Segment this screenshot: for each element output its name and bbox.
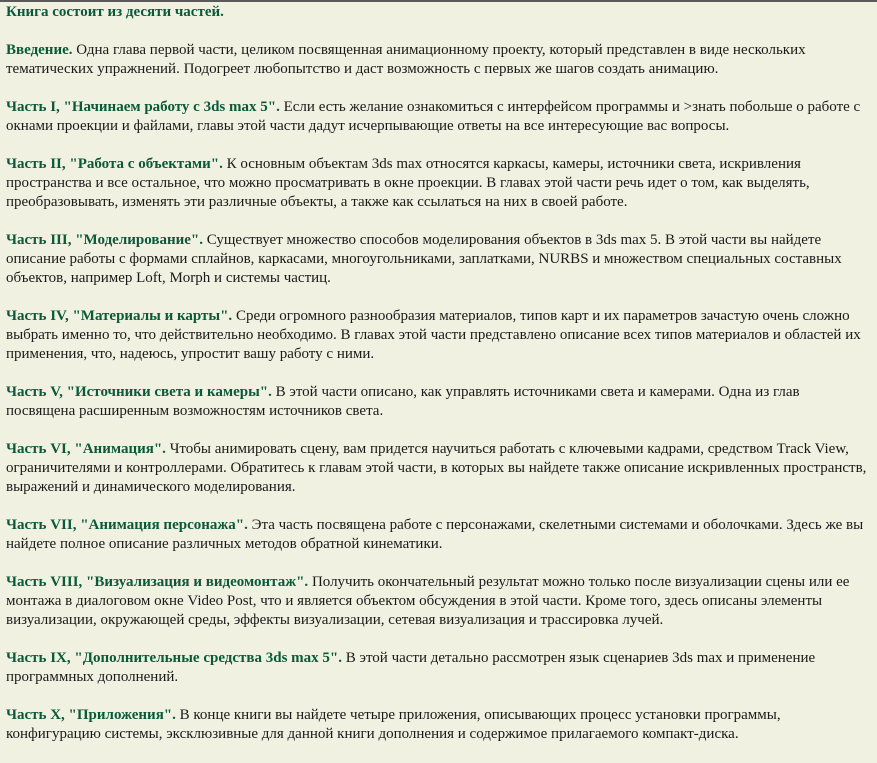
section-introduction: [6, 41, 872, 79]
section-title: Часть X, "Приложения".: [6, 707, 176, 723]
section-text: В конце книги вы найдете четыре приложения, описывающих процесс установки программы, конфигурацию системы, эксклюзивные для данной книги дополнения и содержимое прилагаемого компакт-диска.: [6, 707, 781, 742]
section-part-6: [6, 440, 872, 497]
section-title: Введение.: [6, 42, 73, 58]
section-part-5: [6, 383, 872, 421]
section-part-3: [6, 231, 872, 288]
section-text: Одна глава первой части, целиком посвященная анимационному проекту, который представлен в виде нескольких тематических упражнений. Подогреет любопытство и даст возможность с первых же шагов создать анимацию.: [6, 42, 806, 77]
section-text: Чтобы анимировать сцену, вам придется научиться работать с ключевыми кадрами, средством Track View, ограничителями и контроллерами. Обратитесь к главам этой части, в которых вы найдете также описание искривленных пространств, выражений и динамического моделирования.: [6, 441, 867, 495]
section-part-4: [6, 307, 872, 364]
section-part-2: [6, 155, 872, 212]
section-text: К основным объектам 3ds max относятся каркасы, камеры, источники света, искривления пространства и все остальное, что можно просматривать в окне проекции. В главах этой части речь идет о том, как выделять, преобразовывать, изменять эти различные объекты, а также как ссылаться на них в своей работе.: [6, 156, 810, 210]
page-heading: Книга состоит из десяти частей.: [6, 4, 224, 20]
section-title: Часть II, "Работа с объектами".: [6, 156, 223, 172]
section-title: Часть I, "Начинаем работу с 3ds max 5".: [6, 99, 280, 115]
section-text: В этой части описано, как управлять источниками света и камерами. Одна из глав посвящена расширенным возможностям источников света.: [6, 384, 800, 419]
section-part-7: [6, 516, 872, 554]
section-text: Среди огромного разнообразия материалов, типов карт и их параметров зачастую очень сложно выбрать именно то, что действительно необходимо. В главах этой части представлено описание всех типов материалов и областей их применения, что, надеюсь, упростит вашу работу с ними.: [6, 308, 861, 362]
section-title: Часть IX, "Дополнительные средства 3ds max 5".: [6, 650, 342, 666]
section-text: Получить окончательный результат можно только после визуализации сцены или ее монтажа в диалоговом окне Video Post, что и является объектом обсуждения в этой части. Кроме того, здесь описаны элементы визуализации, окружающей среды, эффекты визуализации, сетевая визуализация и трассировка лучей.: [6, 574, 850, 628]
section-title: Часть VII, "Анимация персонажа".: [6, 517, 248, 533]
section-title: Часть VI, "Анимация".: [6, 441, 166, 457]
section-text: Эта часть посвящена работе с персонажами, скелетными системами и оболочками. Здесь же вы найдете полное описание различных методов обратной кинематики.: [6, 517, 864, 552]
section-text: Если есть желание ознакомиться с интерфейсом программы и >знать побольше о работе с окнами проекции и файлами, главы этой части дадут исчерпывающие ответы на все интересующие вас вопросы.: [6, 99, 861, 134]
section-text: В этой части детально рассмотрен язык сценариев 3ds max и применение программных дополнений.: [6, 650, 816, 685]
section-title: Часть IV, "Материалы и карты".: [6, 308, 233, 324]
section-title: Часть VIII, "Визуализация и видеомонтаж".: [6, 574, 309, 590]
section-part-10: [6, 706, 872, 744]
section-part-1: [6, 98, 872, 136]
section-part-8: [6, 573, 872, 630]
section-text: Существует множество способов моделирования объектов в 3ds max 5. В этой части вы найдете описание работы с формами сплайнов, каркасами, многоугольниками, заплатками, NURBS и множеством специальных составных объектов, например Loft, Morph и системы частиц.: [6, 232, 842, 286]
book-structure-content: [6, 3, 872, 763]
section-title: Часть III, "Моделирование".: [6, 232, 203, 248]
section-part-9: [6, 649, 872, 687]
section-title: Часть V, "Источники света и камеры".: [6, 384, 272, 400]
